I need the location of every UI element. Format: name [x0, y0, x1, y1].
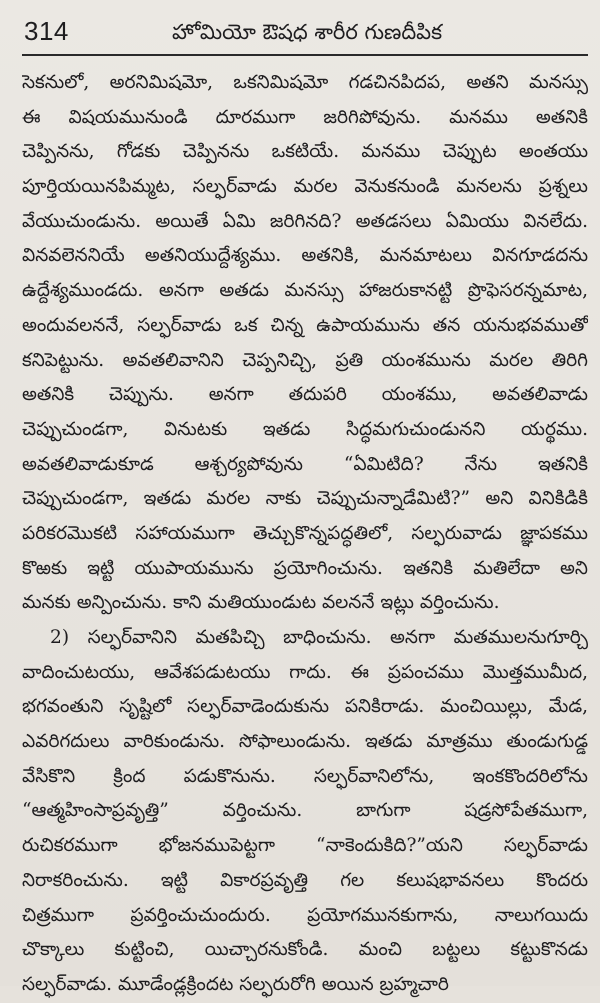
text-line: చెప్పుచుండగా, ఇతడు మరల నాకు చెప్పుచున్నాడేమిటి?” అని వినికిడికి [22, 488, 588, 510]
text-line: భగవంతుని సృష్టిలో సల్ఫర్‌వాడెందుకును పనికిరాడు. మంచియిల్లు, మేడ, [22, 696, 588, 718]
text-line: అతనికి చెప్పును. అనగా తదుపరి యంశము, అవతలివాడు [22, 384, 588, 406]
text-line: సెకనులో, అరనిమిషమో, ఒకనిమిషమో గడచినపిదప, అతని మనస్సు [22, 72, 588, 93]
paragraph [22, 621, 588, 1003]
text-line: వాదించుటయు, ఆవేశపడుటయు గాదు. ఈ ప్రపంచము మొత్తముమీద, [22, 661, 588, 683]
text-line: కనిపెట్టును. అవతలివానిని చెప్పనిచ్చి, ప్రతి యంశమును మరల తిరిగి [22, 349, 588, 371]
text-line: చెప్పినను, గోడకు చెప్పినను ఒకటియే. మనము చెప్పుట అంతయు [22, 141, 588, 163]
paragraph [22, 66, 588, 621]
text-line: వేసికొని క్రింద పడుకొనును. సల్ఫర్‌వానిలోను, ఇంకకొందరిలోను [22, 765, 588, 787]
text-line: కొఱకు ఇట్టి యుపాయమును ప్రయోగించును. ఇతనికి మతిలేదా అని [22, 557, 588, 579]
text-line: అందువలననే, సల్ఫర్‌వాడు ఒక చిన్న ఉపాయమును తన యనుభవముతో [22, 314, 588, 336]
text-line: రుచికరముగా భోజనముపెట్టగా “నాకెందుకిది?”యని సల్ఫర్‌వాడు [22, 835, 588, 857]
page-header [22, 12, 588, 56]
running-title: హోమియో ఔషధ శారీర గుణదీపిక [172, 20, 443, 44]
text-line: వినవలెననియే అతనియుద్దేశ్యము. అతనికి, మనమాటలు వినగూడదను [22, 245, 588, 267]
text-line: ఎవరిగదులు వారికుండును. సోఫాలుండును. ఇతడు మాత్రము తుండుగుడ్డ [22, 731, 588, 753]
text-line: “ఆత్మహింసాప్రవృత్తి” వర్తించును. బాగుగా షడ్రసోపేతముగా, [22, 800, 588, 822]
text-line: చిత్రముగా ప్రవర్తించుచుందురు. ప్రయోగమునకుగాను, నాలుగయిదు [22, 904, 588, 926]
text-line: అవతలివాడుకూడ ఆశ్చర్యపోవును “ఏమిటిది? నేను ఇతనికి [22, 453, 588, 475]
body-text [22, 66, 588, 1003]
text-line: మనకు అన్పించును. కాని మతియుండుట వలననే ఇట్లు వర్తించును. [22, 592, 500, 614]
text-line: చెప్పుచుండగా, వినుటకు ఇతడు సిద్ధమగుచుండునని యర్థము. [22, 418, 588, 440]
text-line: వేయుచుండును. అయితే ఏమి జరిగినది? అతడసలు ఏమియు వినలేదు. [22, 210, 588, 232]
text-line: 2) సల్ఫర్‌వానిని మతపిచ్చి బాధించును. అనగా మతములనుగూర్చి [50, 627, 588, 648]
page-number: 314 [24, 16, 69, 46]
text-line: పూర్తియయినపిమ్మట, సల్ఫర్‌వాడు మరల వెనుకనుండి మనలను ప్రశ్నలు [22, 176, 588, 198]
text-line: చొక్కాలు కుట్టించి, యిచ్చారనుకోండి. మంచి బట్టలు కట్టుకొనడు [22, 939, 588, 961]
text-line: సల్ఫర్‌వాడు. మూడేండ్లక్రిందట సల్ఫరురోగి అయిన బ్రహ్మచారి [22, 973, 449, 995]
text-line: నిరాకరించును. ఇట్టి వికారప్రవృత్తి గల కలుషభావనలు కొందరు [22, 869, 588, 891]
text-line: ఈ విషయమునుండి దూరముగా జరిగిపోవును. మనము అతనికి [22, 106, 588, 128]
text-line: పరికరమొకటి సహాయముగా తెచ్చుకొన్నపద్ధతిలో, సల్ఫరువాడు జ్ఞాపకము [22, 522, 588, 544]
text-line: ఉద్దేశ్యముండదు. అనగా అతడు మనస్సు హాజరుకానట్టి ప్రొఫెసరన్నమాట, [22, 280, 588, 302]
